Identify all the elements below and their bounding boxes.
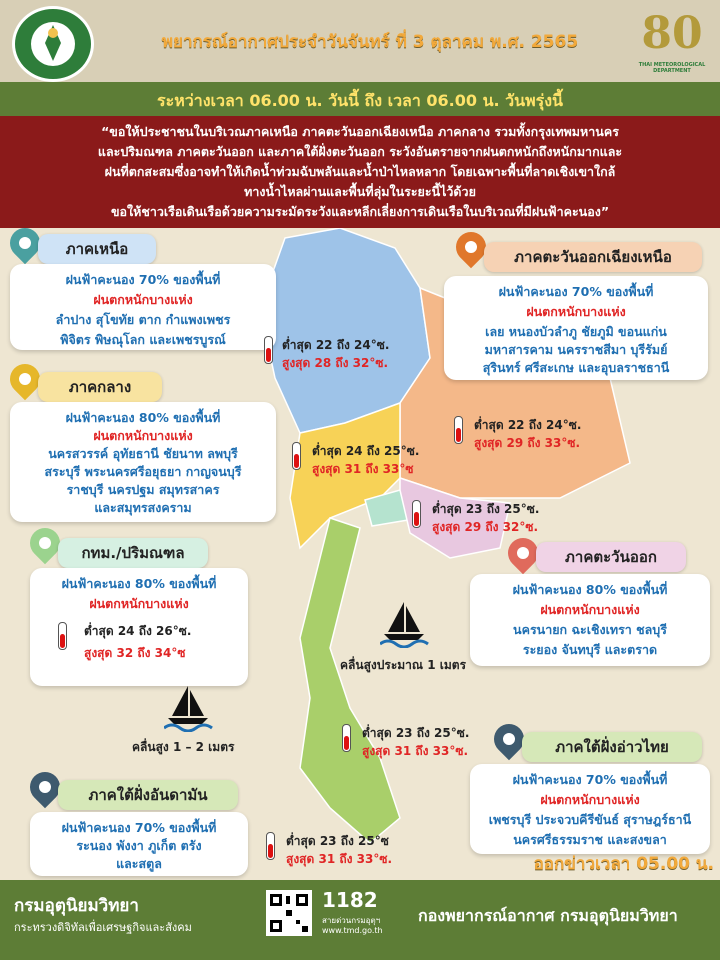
gulf-boat-icon bbox=[380, 598, 430, 648]
footer-hotline: 1182 bbox=[322, 888, 378, 912]
north-heavy: ฝนตกหนักบางแห่ง bbox=[93, 292, 193, 307]
south-andaman-areas-2: และสตูล bbox=[116, 856, 162, 871]
central-rain: ฝนฟ้าคะนอง 80% ของพื้นที่ bbox=[65, 410, 221, 425]
anniversary-number: 80 bbox=[641, 8, 703, 59]
page-title: พยากรณ์อากาศประจำวันจันทร์ ที่ 3 ตุลาคม พ.ศ. 2565 bbox=[161, 32, 579, 52]
central-areas-2: สระบุรี พระนครศรีอยุธยา กาญจนบุรี bbox=[44, 464, 242, 479]
south-gulf-rain: ฝนฟ้าคะนอง 70% ของพื้นที่ bbox=[512, 772, 668, 787]
map-area bbox=[0, 228, 720, 880]
bangkok-tab: กทม./ปริมณฑล bbox=[58, 538, 208, 568]
central-card bbox=[10, 402, 276, 522]
region-south-shape bbox=[300, 518, 400, 843]
south-gulf-areas-1: เพชรบุรี ประจวบคีรีขันธ์ สุราษฎร์ธานี bbox=[488, 812, 692, 827]
gulf-wave-label: คลื่นสูงประมาณ 1 เมตร bbox=[340, 658, 467, 672]
bangkok-rain: ฝนฟ้าคะนอง 80% ของพื้นที่ bbox=[61, 576, 217, 591]
bangkok-tmin: ต่ำสุด 24 ถึง 26°ซ. bbox=[84, 624, 192, 638]
northeast-thermometer-icon bbox=[454, 416, 463, 444]
issued-time: ออกข่าวเวลา 05.00 น. bbox=[533, 854, 714, 874]
north-thermometer-icon bbox=[264, 336, 273, 364]
anniversary-text: THAI METEOROLOGICAL DEPARTMENT bbox=[638, 62, 706, 74]
bangkok-heavy: ฝนตกหนักบางแห่ง bbox=[89, 596, 189, 611]
warning-line: “ขอให้ประชาชนในบริเวณภาคเหนือ ภาคตะวันออกเฉียงเหนือ ภาคกลาง รวมทั้งกรุงเทพมหานคร bbox=[101, 124, 619, 139]
east-tab: ภาคตะวันออก bbox=[536, 542, 686, 572]
northeast-tmax: สูงสุด 29 ถึง 33°ซ. bbox=[474, 436, 581, 450]
north-areas-2: พิจิตร พิษณุโลก และเพชรบูรณ์ bbox=[60, 332, 226, 347]
footer bbox=[0, 880, 720, 960]
central-areas-3: ราชบุรี นครปฐม สมุทรสาคร bbox=[66, 482, 220, 497]
north-tmax: สูงสุด 28 ถึง 32°ซ. bbox=[282, 356, 389, 370]
northeast-heavy: ฝนตกหนักบางแห่ง bbox=[526, 304, 626, 319]
south-gulf-areas-2: นครศรีธรรมราช และสงขลา bbox=[513, 832, 667, 847]
north-rain: ฝนฟ้าคะนอง 70% ของพื้นที่ bbox=[65, 272, 221, 287]
south-andaman-areas-1: ระนอง พังงา ภูเก็ต ตรัง bbox=[76, 838, 202, 853]
south-gulf-thermometer-icon bbox=[342, 724, 351, 752]
footer-ministry: กระทรวงดิจิทัลเพื่อเศรษฐกิจและสังคม bbox=[14, 921, 192, 934]
east-rain: ฝนฟ้าคะนอง 80% ของพื้นที่ bbox=[512, 582, 668, 597]
east-tmin: ต่ำสุด 23 ถึง 25°ซ. bbox=[432, 502, 540, 516]
south-gulf-card bbox=[470, 764, 710, 854]
north-tab: ภาคเหนือ bbox=[38, 234, 156, 264]
warning-line: ขอให้ชาวเรือเดินเรือด้วยความระมัดระวังและหลีกเลี่ยงการเดินเรือในบริเวณที่มีฝนฟ้าคะนอง” bbox=[110, 204, 610, 219]
central-thermometer-icon bbox=[292, 442, 301, 470]
tmd-logo bbox=[12, 6, 94, 82]
northeast-tab: ภาคตะวันออกเฉียงเหนือ bbox=[484, 242, 702, 272]
bangkok-tmax: สูงสุด 32 ถึง 34°ซ bbox=[84, 646, 186, 660]
south-gulf-heavy: ฝนตกหนักบางแห่ง bbox=[540, 792, 640, 807]
qr-code-icon bbox=[266, 890, 312, 936]
footer-hotline-sub: สายด่วนกรมอุตุฯ bbox=[322, 916, 381, 925]
north-tmin: ต่ำสุด 22 ถึง 24°ซ. bbox=[282, 338, 390, 352]
warning-line: ฝนที่ตกสะสมซึ่งอาจทำให้เกิดน้ำท่วมฉับพลันและน้ำป่าไหลหลาก โดยเฉพาะพื้นที่ลาดเชิงเขาใกล้ bbox=[104, 164, 616, 179]
south-gulf-tmin: ต่ำสุด 23 ถึง 25°ซ. bbox=[362, 726, 470, 740]
east-areas-2: ระยอง จันทบุรี และตราด bbox=[522, 642, 658, 657]
east-tmax: สูงสุด 29 ถึง 32°ซ. bbox=[432, 520, 539, 534]
central-areas-1: นครสวรรค์ อุทัยธานี ชัยนาท ลพบุรี bbox=[48, 446, 238, 461]
footer-website[interactable]: www.tmd.go.th bbox=[322, 926, 383, 935]
footer-org: กรมอุตุนิยมวิทยา bbox=[14, 896, 139, 916]
east-heavy: ฝนตกหนักบางแห่ง bbox=[540, 602, 640, 617]
north-card bbox=[10, 264, 276, 350]
north-areas-1: ลำปาง สุโขทัย ตาก กำแพงเพชร bbox=[55, 312, 231, 327]
east-card bbox=[470, 574, 710, 666]
northeast-areas-3: สุรินทร์ ศรีสะเกษ และอุบลราชธานี bbox=[482, 360, 670, 375]
central-areas-4: และสมุทรสงคราม bbox=[94, 500, 192, 515]
warning-box bbox=[0, 116, 720, 228]
south-gulf-tab: ภาคใต้ฝั่งอ่าวไทย bbox=[522, 732, 702, 762]
anniversary-badge bbox=[632, 8, 712, 78]
south-andaman-thermometer-icon bbox=[266, 832, 275, 860]
south-gulf-tmax: สูงสุด 31 ถึง 33°ซ. bbox=[362, 744, 469, 758]
central-tab: ภาคกลาง bbox=[38, 372, 162, 402]
bangkok-thermometer-icon bbox=[58, 622, 67, 650]
northeast-card bbox=[444, 276, 708, 380]
northeast-areas-1: เลย หนองบัวลำภู ชัยภูมิ ขอนแก่น bbox=[485, 324, 667, 339]
east-areas-1: นครนายก ฉะเชิงเทรา ชลบุรี bbox=[513, 622, 667, 637]
south-andaman-tab: ภาคใต้ฝั่งอันดามัน bbox=[58, 780, 238, 810]
warning-line: ทางน้ำไหลผ่านและพื้นที่ลุ่มในระยะนี้ไว้ด้วย bbox=[244, 184, 476, 199]
central-tmin: ต่ำสุด 24 ถึง 25°ซ. bbox=[312, 444, 420, 458]
bangkok-card bbox=[30, 568, 248, 686]
south-andaman-tmax: สูงสุด 31 ถึง 33°ซ. bbox=[286, 852, 393, 866]
northeast-rain: ฝนฟ้าคะนอง 70% ของพื้นที่ bbox=[498, 284, 654, 299]
central-tmax: สูงสุด 31 ถึง 33°ซ bbox=[312, 462, 414, 476]
andaman-wave-label: คลื่นสูง 1 – 2 เมตร bbox=[132, 740, 235, 754]
south-andaman-tmin: ต่ำสุด 23 ถึง 25°ซ bbox=[286, 834, 389, 848]
forecast-period: ระหว่างเวลา 06.00 น. วันนี้ ถึง เวลา 06.00 น. วันพรุ่งนี้ bbox=[157, 91, 563, 110]
south-andaman-card bbox=[30, 812, 248, 876]
central-heavy: ฝนตกหนักบางแห่ง bbox=[93, 428, 193, 443]
warning-line: และปริมณฑล ภาคตะวันออก และภาคใต้ฝั่งตะวันออก ระวังอันตรายจากฝนตกหนักถึงหนักมากและ bbox=[97, 144, 623, 159]
garuda-emblem-icon bbox=[15, 9, 91, 79]
south-andaman-rain: ฝนฟ้าคะนอง 70% ของพื้นที่ bbox=[61, 820, 217, 835]
andaman-boat-icon bbox=[164, 682, 214, 732]
footer-division: กองพยากรณ์อากาศ กรมอุตุนิยมวิทยา bbox=[418, 906, 678, 925]
northeast-areas-2: มหาสารคาม นครราชสีมา บุรีรัมย์ bbox=[484, 342, 668, 357]
northeast-tmin: ต่ำสุด 22 ถึง 24°ซ. bbox=[474, 418, 582, 432]
east-thermometer-icon bbox=[412, 500, 421, 528]
